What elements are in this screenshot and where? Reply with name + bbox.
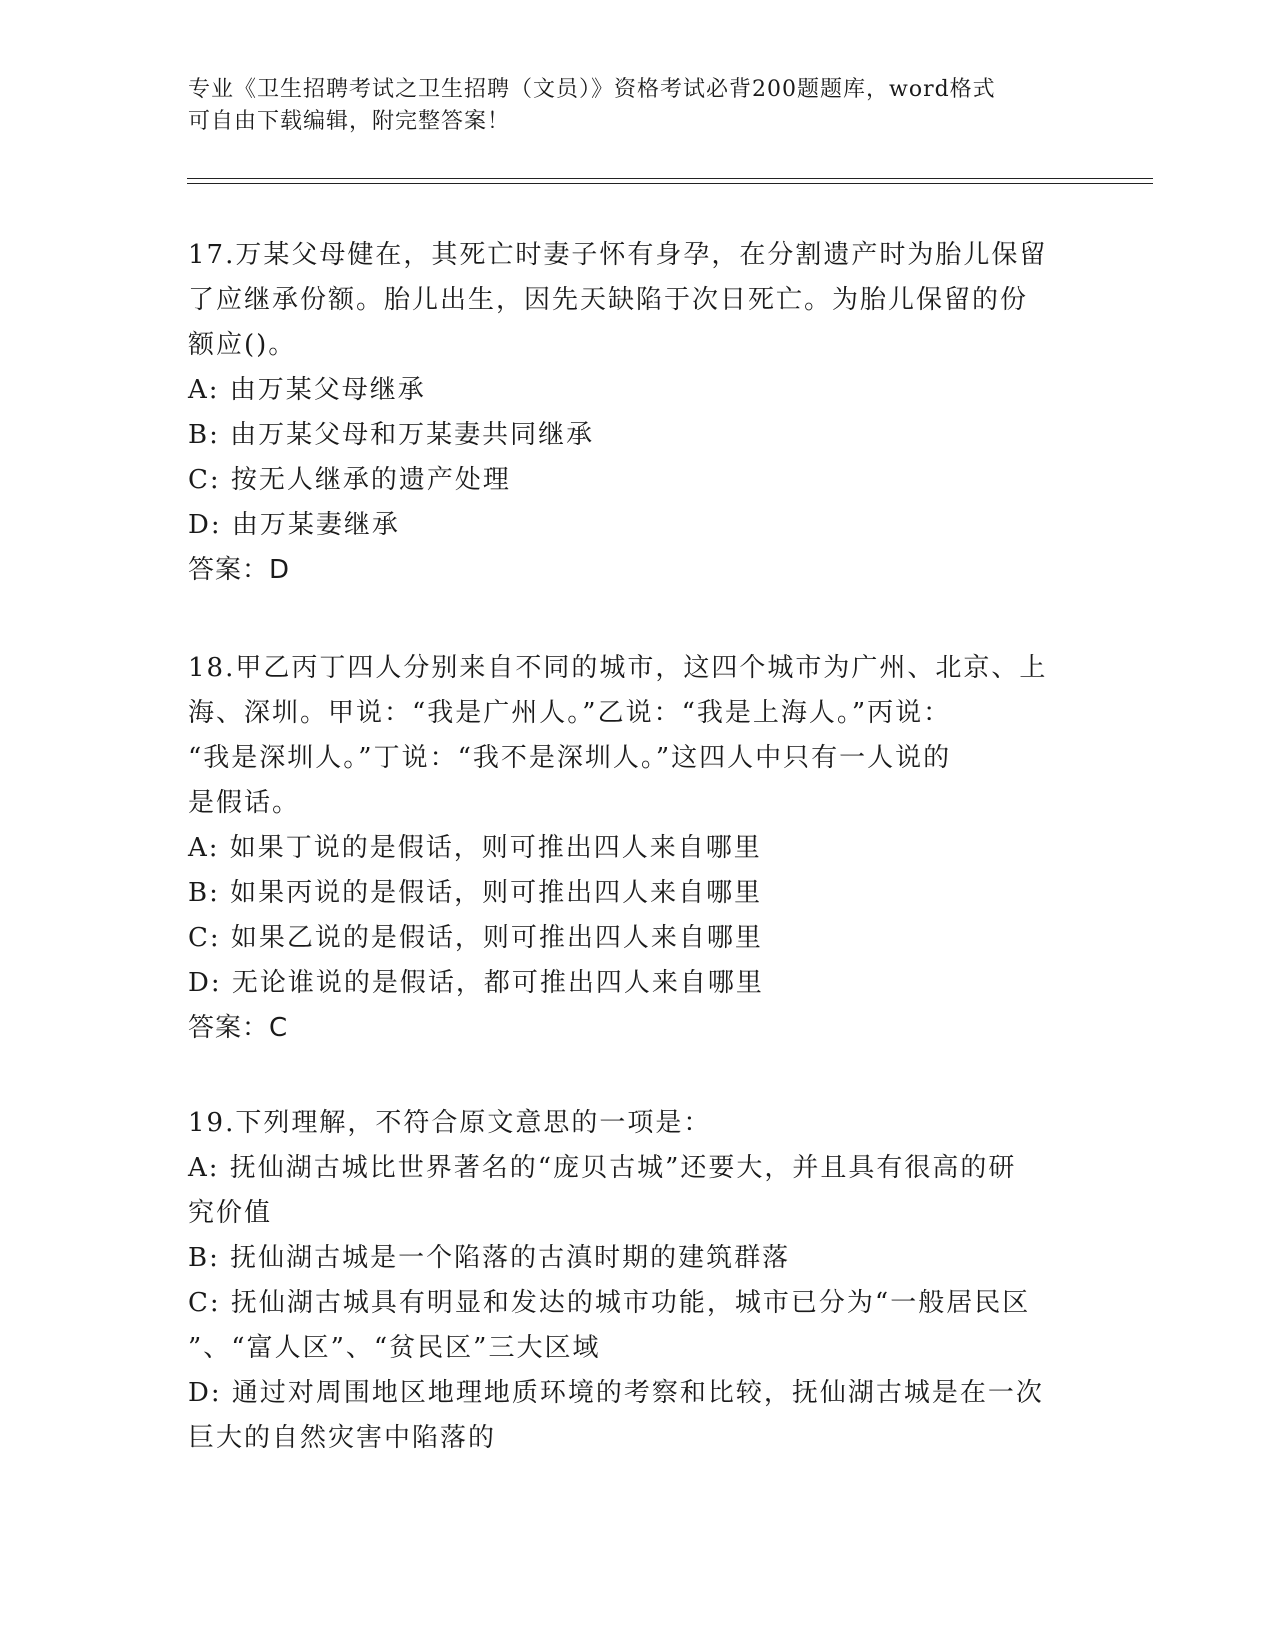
question-stem-line: 19.下列理解，不符合原文意思的一项是： bbox=[188, 1108, 712, 1138]
question-19 bbox=[188, 1101, 1088, 1461]
option-c: C: 按无人继承的遗产处理 bbox=[188, 465, 511, 495]
option-d: D: 无论谁说的是假话，都可推出四人来自哪里 bbox=[188, 968, 764, 998]
question-stem-line: “我是深圳人。”丁说：“我不是深圳人。”这四人中只有一人说的 bbox=[188, 743, 952, 773]
header-divider bbox=[187, 178, 1153, 184]
option-d: D: 通过对周围地区地理地质环境的考察和比较，抚仙湖古城是在一次 bbox=[188, 1378, 1044, 1408]
question-18 bbox=[188, 646, 1088, 1051]
answer-label: 答案：D bbox=[188, 555, 291, 585]
option-c-continued: ”、“富人区”、“贫民区”三大区域 bbox=[188, 1333, 601, 1363]
document-header bbox=[188, 74, 1068, 138]
question-stem-line: 17.万某父母健在，其死亡时妻子怀有身孕，在分割遗产时为胎儿保留 bbox=[188, 240, 1048, 270]
question-stem-line: 额应()。 bbox=[188, 330, 297, 360]
question-stem-line: 是假话。 bbox=[188, 788, 301, 818]
option-b: B: 由万某父母和万某妻共同继承 bbox=[188, 420, 595, 450]
option-b: B: 如果丙说的是假话，则可推出四人来自哪里 bbox=[188, 878, 763, 908]
answer-label: 答案：C bbox=[188, 1013, 289, 1043]
header-line-1: 专业《卫生招聘考试之卫生招聘（文员）》资格考试必背200题题库，word格式 bbox=[188, 77, 996, 102]
question-stem-line: 了应继承份额。胎儿出生，因先天缺陷于次日死亡。为胎儿保留的份 bbox=[188, 285, 1029, 315]
option-c: C: 如果乙说的是假话，则可推出四人来自哪里 bbox=[188, 923, 763, 953]
question-stem-line: 18.甲乙丙丁四人分别来自不同的城市，这四个城市为广州、北京、上 bbox=[188, 653, 1048, 683]
question-stem-line: 海、深圳。甲说：“我是广州人。”乙说：“我是上海人。”丙说： bbox=[188, 698, 952, 728]
question-17 bbox=[188, 233, 1088, 593]
option-d: D: 由万某妻继承 bbox=[188, 510, 400, 540]
option-a: A: 抚仙湖古城比世界著名的“庞贝古城”还要大，并且具有很高的研 bbox=[188, 1153, 1017, 1183]
option-b: B: 抚仙湖古城是一个陷落的古滇时期的建筑群落 bbox=[188, 1243, 791, 1273]
option-c: C: 抚仙湖古城具有明显和发达的城市功能，城市已分为“一般居民区 bbox=[188, 1288, 1031, 1318]
option-a: A: 由万某父母继承 bbox=[188, 375, 426, 405]
option-d-continued: 巨大的自然灾害中陷落的 bbox=[188, 1423, 497, 1453]
header-line-2: 可自由下载编辑，附完整答案！ bbox=[188, 109, 511, 134]
option-a-continued: 究价值 bbox=[188, 1198, 273, 1228]
option-a: A: 如果丁说的是假话，则可推出四人来自哪里 bbox=[188, 833, 762, 863]
